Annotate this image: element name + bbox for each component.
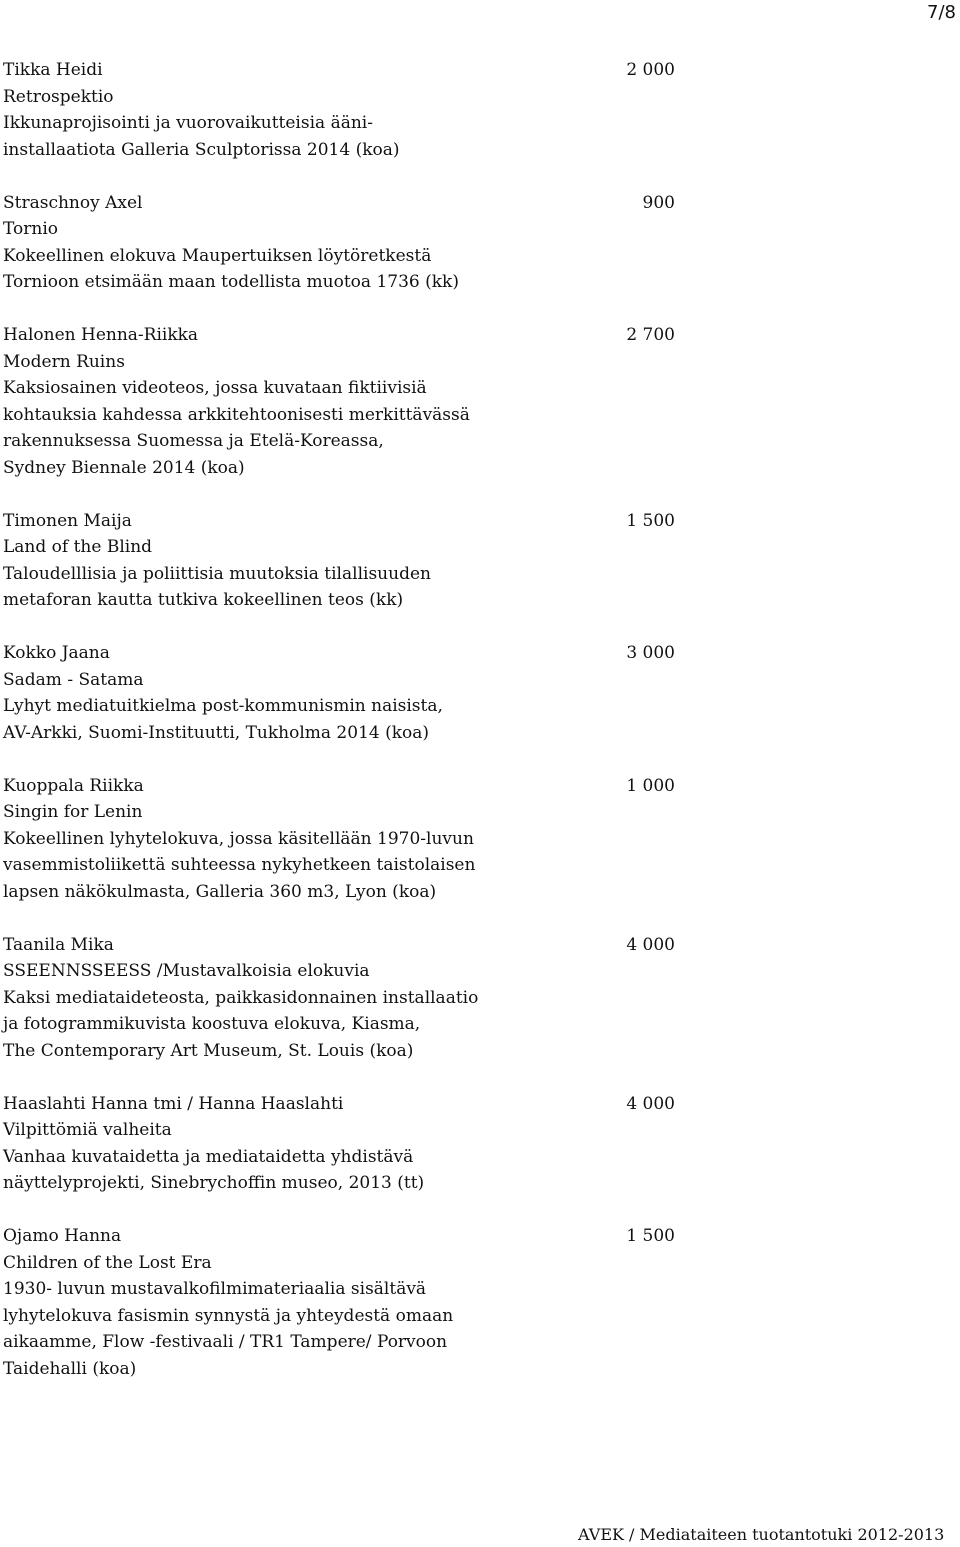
grant-entry (3, 773, 675, 906)
project-description-line: vasemmistoliikettä suhteessa nykyhetkeen taistolaisen (3, 855, 476, 875)
project-description-line: Kokeellinen lyhytelokuva, jossa käsitellään 1970-luvun (3, 828, 474, 849)
grant-entry (3, 57, 675, 163)
project-description-line: Taidehalli (koa) (3, 1358, 137, 1379)
page-number: 7/8 (927, 2, 956, 23)
applicant-name: Haaslahti Hanna tmi / Hanna Haaslahti (3, 1093, 344, 1114)
project-description-line: Tornioon etsimään maan todellista muotoa 1736 (kk) (3, 272, 459, 292)
applicant-name: Kokko Jaana (3, 643, 110, 663)
project-description-line: Kokeellinen elokuva Maupertuiksen löytöretkestä (3, 245, 432, 266)
project-description-line: metaforan kautta tutkiva kokeellinen teos (kk) (3, 590, 404, 610)
grant-entry (3, 640, 675, 746)
grant-amount: 4 000 (626, 1093, 675, 1114)
grant-amount: 1 500 (626, 510, 675, 531)
grant-amount: 900 (642, 192, 675, 213)
project-title: Land of the Blind (3, 537, 153, 557)
project-title: Modern Ruins (3, 351, 125, 372)
project-description-line: 1930- luvun mustavalkofilmimateriaalia sisältävä (3, 1279, 427, 1299)
project-description-line: Lyhyt mediatuitkielma post-kommunismin naisista, (3, 696, 443, 716)
project-title: Sadam - Satama (3, 669, 144, 690)
project-description-line: Kaksiosainen videoteos, jossa kuvataan fiktiivisiä (3, 378, 427, 398)
project-title: Vilpittömiä valheita (3, 1120, 172, 1140)
project-description-line: Taloudelllisia ja poliittisia muutoksia tilallisuuden (3, 563, 431, 584)
page-footer: AVEK / Mediataiteen tuotantotuki 2012-2013 (578, 1525, 945, 1544)
project-description-line: Vanhaa kuvataidetta ja mediataidetta yhdistävä (3, 1146, 414, 1167)
project-description-line: lyhytelokuva fasismin synnystä ja yhteydestä omaan (3, 1305, 454, 1326)
grant-list (3, 57, 675, 1409)
grant-entry (3, 322, 675, 481)
project-title: Tornio (3, 219, 59, 239)
applicant-name: Halonen Henna-Riikka (3, 325, 199, 345)
grant-entry (3, 1091, 675, 1197)
project-description-line: The Contemporary Art Museum, St. Louis (koa) (3, 1040, 414, 1061)
grant-entry (3, 190, 675, 296)
project-title: Singin for Lenin (3, 802, 143, 822)
grant-entry (3, 1223, 675, 1382)
project-description-line: installaatiota Galleria Sculptorissa 2014 (koa) (3, 139, 400, 160)
grant-entry (3, 932, 675, 1065)
applicant-name: Timonen Maija (3, 510, 132, 531)
grant-amount: 1 000 (626, 775, 675, 796)
project-title: SSEENNSSEESS /Mustavalkoisia elokuvia (3, 961, 370, 981)
project-description-line: näyttelyprojekti, Sinebrychoffin museo, 2013 (tt) (3, 1173, 425, 1193)
project-description-line: aikaamme, Flow -festivaali / TR1 Tampere/ Porvoon (3, 1332, 448, 1352)
applicant-name: Straschnoy Axel (3, 192, 143, 213)
project-description-line: AV-Arkki, Suomi-Instituutti, Tukholma 2014 (koa) (3, 722, 430, 743)
applicant-name: Ojamo Hanna (3, 1226, 122, 1246)
project-description-line: ja fotogrammikuvista koostuva elokuva, Kiasma, (3, 1014, 421, 1034)
grant-amount: 1 500 (626, 1226, 675, 1246)
project-description-line: Kaksi mediataideteosta, paikkasidonnainen installaatio (3, 987, 479, 1008)
applicant-name: Kuoppala Riikka (3, 775, 144, 796)
grant-amount: 2 700 (626, 325, 675, 345)
grant-amount: 2 000 (626, 60, 675, 80)
project-description-line: Ikkunaprojisointi ja vuorovaikutteisia ääni- (3, 113, 373, 133)
grant-entry (3, 508, 675, 614)
project-title: Children of the Lost Era (3, 1252, 212, 1273)
project-description-line: kohtauksia kahdessa arkkitehtoonisesti merkittävässä (3, 404, 470, 425)
applicant-name: Tikka Heidi (3, 60, 103, 80)
grant-amount: 4 000 (626, 934, 675, 955)
project-title: Retrospektio (3, 86, 114, 107)
project-description-line: lapsen näkökulmasta, Galleria 360 m3, Lyon (koa) (3, 881, 437, 902)
project-description-line: rakennuksessa Suomessa ja Etelä-Koreassa, (3, 431, 384, 451)
grant-amount: 3 000 (626, 643, 675, 663)
applicant-name: Taanila Mika (3, 934, 114, 955)
project-description-line: Sydney Biennale 2014 (koa) (3, 457, 245, 478)
